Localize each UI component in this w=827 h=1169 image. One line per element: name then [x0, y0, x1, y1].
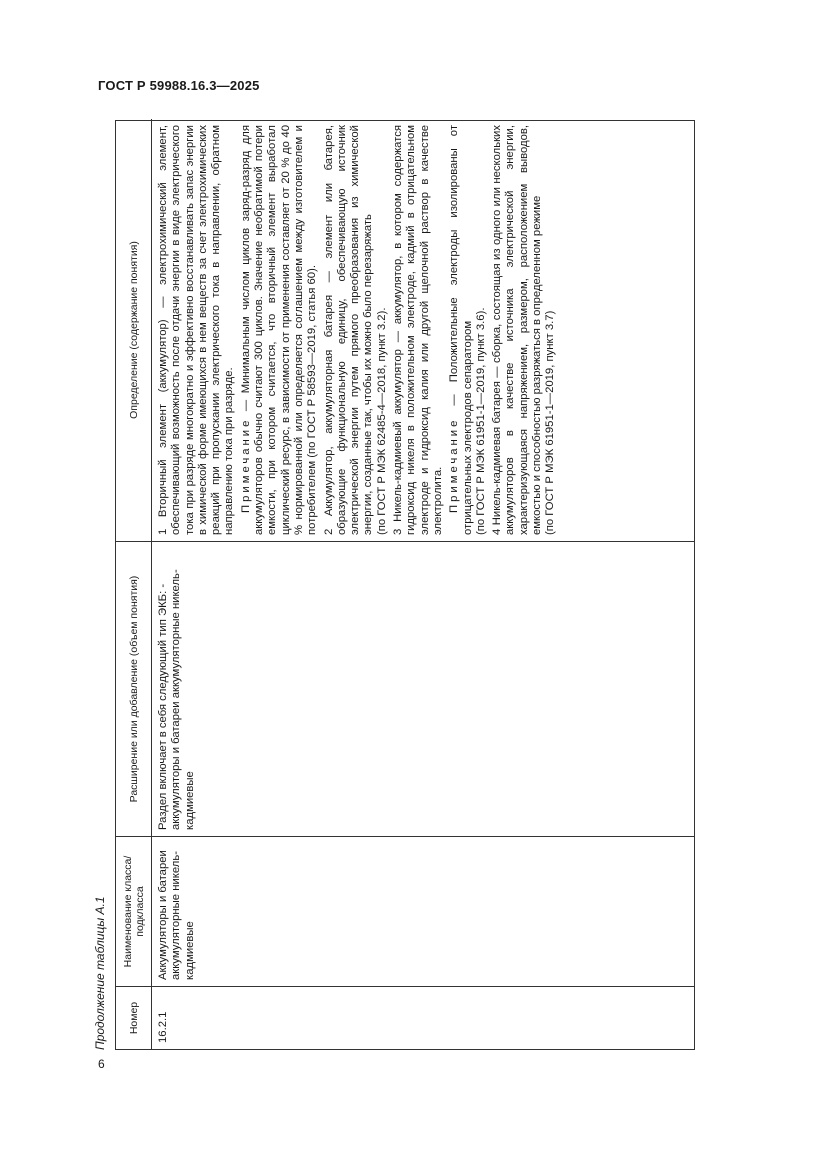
document-header: ГОСТ Р 59988.16.3—2025	[98, 78, 260, 93]
paragraph-2-reference: (по ГОСТ Р МЭК 62485-4—2018, пункт 3.2).	[375, 307, 388, 535]
table-caption: Продолжение таблицы А.1	[93, 896, 107, 1050]
note-1-text: — Минимальным числом циклов заряд-разряд для аккумуляторов обычно считают 300 циклов. Значение необратимой потери емкости, при котором считается, что вторичный элемент выработал циклический ресурс, в зависимости от применения составляет от 20 % до 40 % нормированной или определяется соглашением между изготовителем и потребителем (по ГОСТ Р 58593—2019, статья 60).	[239, 125, 319, 535]
definition-paragraph-3: 3 Никель-кадмиевый аккумулятор — аккумулятор, в котором содержатся гидроксид никеля в положительном электроде, кадмий в отрицательном электроде и гидроксид калия или другой щелочной раствор в качестве электролита.	[392, 125, 444, 535]
note-1-label: Примечание	[239, 417, 252, 513]
header-extension: Расширение или добавление (объем понятия)	[116, 541, 152, 836]
header-definition: Определение (содержание понятия)	[116, 119, 152, 541]
header-number: Номер	[116, 986, 152, 1049]
definition-paragraph-2: 2 Аккумулятор, аккумуляторная батарея — элемент или батарея, образующие функциональную единицу, обеспечивающую источник электрической энергии путем прямого преобразования из химической энергии, созданные так, чтобы их можно было перезаряжать (по ГОСТ Р МЭК 62485-4—2018, пункт 3.2).	[322, 125, 388, 535]
definition-paragraph-1: 1 Вторичный элемент (аккумулятор) — электрохимический элемент, обеспечивающий возможность после отдачи энергии в виде электрического тока при разряде многократно и эффективно восстанавливать запас энергии в химической форме имеющихся в нем веществ за счет электрохимических реакций при пропускании электрического тока в направлении, обратном направлению тока при разряде.	[157, 125, 236, 535]
header-class-name: Наименование класса/ подкласса	[116, 836, 152, 986]
page-number: 6	[98, 1057, 105, 1071]
cell-extension: Раздел включает в себя следующий тип ЭКБ: - аккумуляторы и батареи аккумуляторные никель-кадмиевые	[152, 541, 694, 836]
definition-note-2	[448, 125, 488, 535]
cell-number: 16.2.1	[152, 986, 694, 1049]
note-2-text: — Положительные электроды изолированы от отрицательных электродов сепаратором	[448, 125, 474, 535]
cell-class-name: Аккумуляторы и батареи аккумуляторные никель-кадмиевые	[152, 836, 694, 986]
note-2-reference: (по ГОСТ Р МЭК 61951-1—2019, пункт 3.6).	[474, 307, 487, 535]
definition-paragraph-4: 4 Никель-кадмиевая батарея — сборка, состоящая из одного или нескольких аккумуляторов в качестве источника электрической энергии, характеризующаяся напряжением, размером, расположением выводов, емкостью и способностью разряжаться в определенном режиме (по ГОСТ Р МЭК 61951-1—2019, пункт 3.7)	[491, 125, 557, 535]
classification-table	[115, 120, 695, 1050]
note-2-label: Примечание	[448, 417, 461, 513]
cell-definition	[152, 119, 694, 541]
rotated-table-block	[90, 115, 665, 1050]
definition-note-1	[240, 125, 320, 535]
paragraph-4-reference: (по ГОСТ Р МЭК 61951-1—2019, пункт 3.7)	[544, 310, 557, 535]
